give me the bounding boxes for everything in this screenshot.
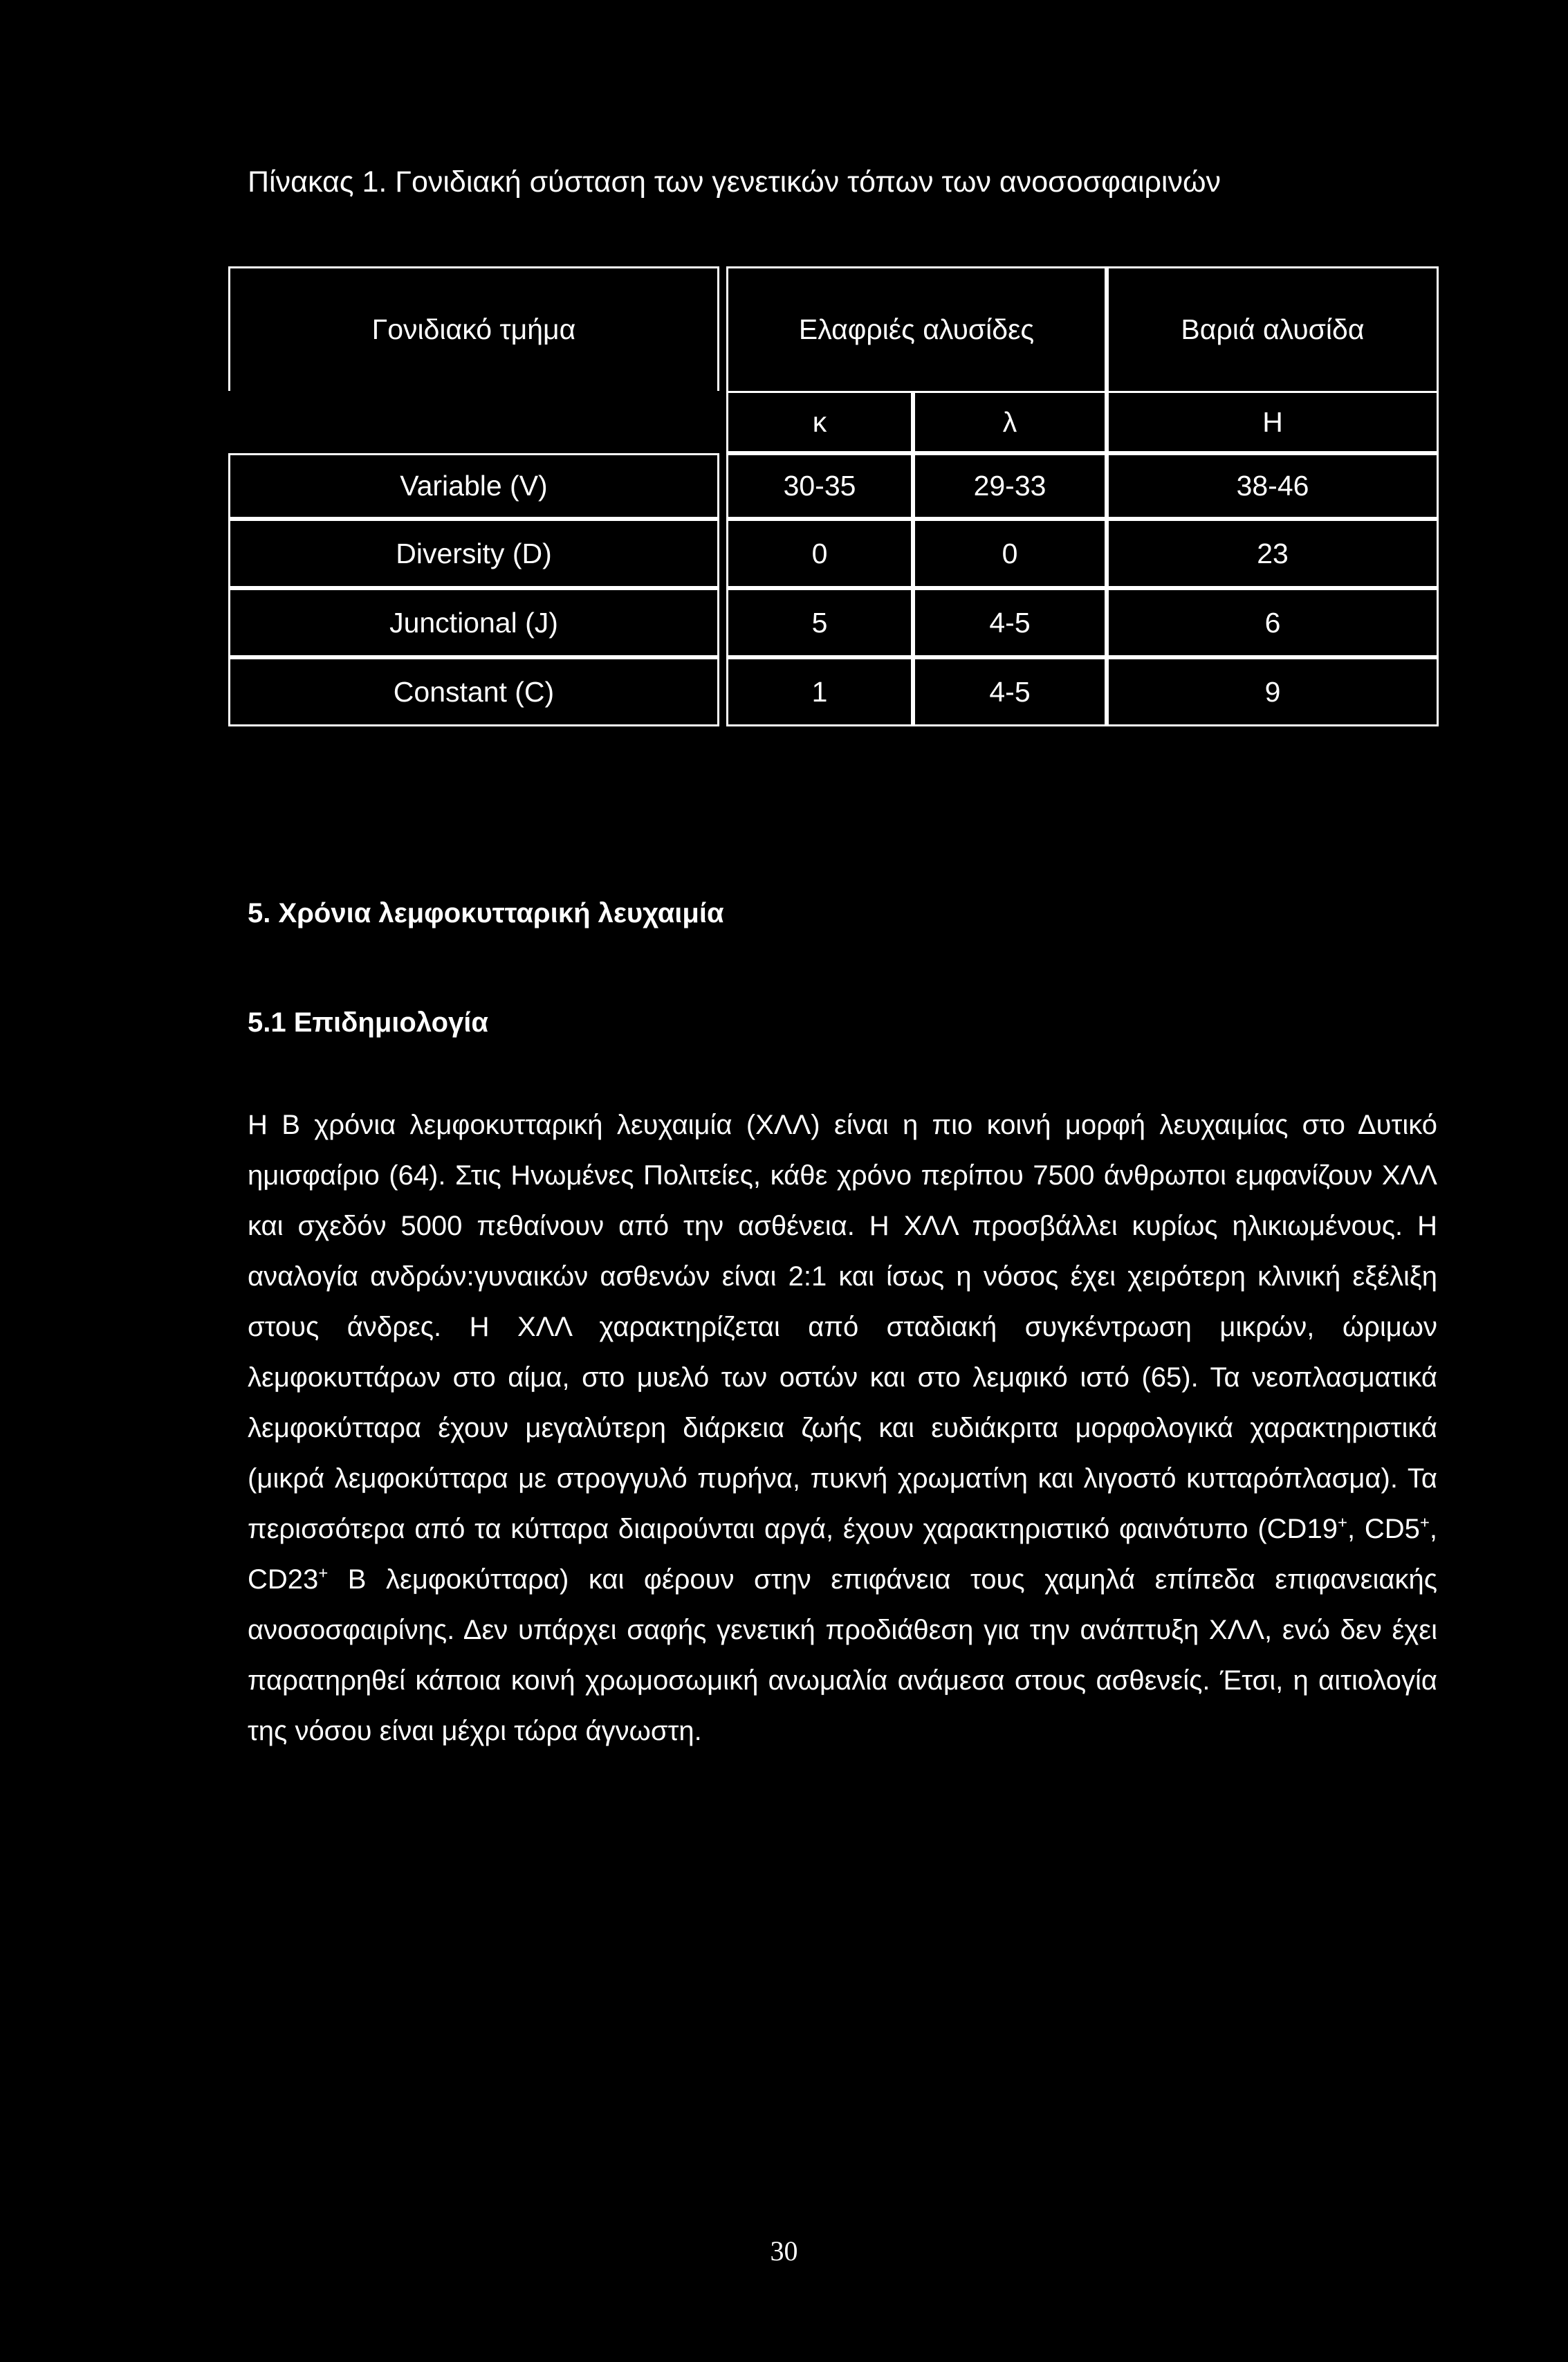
row-d-kappa: 0 <box>726 519 913 588</box>
row-segment-v: Variable (V) <box>228 453 719 519</box>
row-d-lambda: 0 <box>913 519 1107 588</box>
row-segment-d: Diversity (D) <box>228 519 719 588</box>
section-heading: 5. Χρόνια λεμφοκυτταρική λευχαιμία <box>248 898 724 928</box>
table-caption: Πίνακας 1. Γονιδιακή σύσταση των γενετικών τόπων των ανοσοσφαιρινών <box>248 165 1221 199</box>
row-j-heavy: 6 <box>1107 588 1439 657</box>
header-gene-segment: Γονιδιακό τμήμα <box>228 266 719 391</box>
gene-segment-table <box>228 266 1439 733</box>
row-segment-j: Junctional (J) <box>228 588 719 657</box>
page-number: 30 <box>770 2235 798 2267</box>
subheader-lambda: λ <box>913 391 1107 453</box>
row-c-kappa: 1 <box>726 657 913 726</box>
subsection-heading: 5.1 Επιδημιολογία <box>248 1007 488 1038</box>
epidemiology-paragraph <box>248 1100 1437 1757</box>
row-c-heavy: 9 <box>1107 657 1439 726</box>
row-v-heavy: 38-46 <box>1107 453 1439 519</box>
superscript-2: + <box>1419 1513 1430 1532</box>
row-j-lambda: 4-5 <box>913 588 1107 657</box>
header-heavy-chain: Βαριά αλυσίδα <box>1107 266 1439 391</box>
superscript-3: + <box>318 1564 329 1583</box>
row-c-lambda: 4-5 <box>913 657 1107 726</box>
paragraph-text-4: Β λεμφοκύτταρα) και φέρουν στην επιφάνεια τους χαμηλά επίπεδα επιφανειακής ανοσοσφαιρίνης. Δεν υπάρχει σαφής γενετική προδιάθεση για την ανάπτυξη ΧΛΛ, ενώ δεν έχει παρατηρηθεί κάποια κοινή χρωμοσωμική ανωμαλία ανάμεσα στους ασθενείς. Έτσι, η αιτιολογία της νόσου είναι μέχρι τώρα άγνωστη. <box>248 1564 1437 1746</box>
paragraph-text-3: , CD23 <box>248 1514 1438 1595</box>
row-v-lambda: 29-33 <box>913 453 1107 519</box>
row-d-heavy: 23 <box>1107 519 1439 588</box>
paragraph-text-1: Η Β χρόνια λεμφοκυτταρική λευχαιμία (ΧΛΛ) είναι η πιο κοινή μορφή λευχαιμίας στο Δυτικό ημισφαίριο (64). Στις Ηνωμένες Πολιτείες, κάθε χρόνο περίπου 7500 άνθρωποι εμφανίζουν ΧΛΛ και σχεδόν 5000 πεθαίνουν από την ασθένεια. Η ΧΛΛ προσβάλλει κυρίως ηλικιωμένους. Η αναλογία ανδρών:γυναικών ασθενών είναι 2:1 και ίσως η νόσος έχει χειρότερη κλινική εξέλιξη στους άνδρες. Η ΧΛΛ χαρακτηρίζεται από σταδιακή συγκέντρωση μικρών, ώριμων λεμφοκυττάρων στο αίμα, στο μυελό των οστών και στο λεμφικό ιστό (65). Τα νεοπλασματικά λεμφοκύτταρα έχουν μεγαλύτερη διάρκεια ζωής και ευδιάκριτα μορφολογικά χαρακτηριστικά (μικρά λεμφοκύτταρα με στρογγυλό πυρήνα, πυκνή χρωματίνη και λιγοστό κυτταρόπλασμα). Τα περισσότερα από τα κύτταρα διαιρούνται αργά, έχουν χαρακτηριστικό φαινότυπο (CD19 <box>248 1110 1437 1544</box>
paragraph-text-2: , CD5 <box>1347 1514 1420 1544</box>
superscript-1: + <box>1337 1513 1347 1532</box>
subheader-heavy: Η <box>1107 391 1439 453</box>
row-j-kappa: 5 <box>726 588 913 657</box>
row-v-kappa: 30-35 <box>726 453 913 519</box>
header-light-chains: Ελαφριές αλυσίδες <box>726 266 1107 391</box>
subheader-kappa: κ <box>726 391 913 453</box>
row-segment-c: Constant (C) <box>228 657 719 726</box>
